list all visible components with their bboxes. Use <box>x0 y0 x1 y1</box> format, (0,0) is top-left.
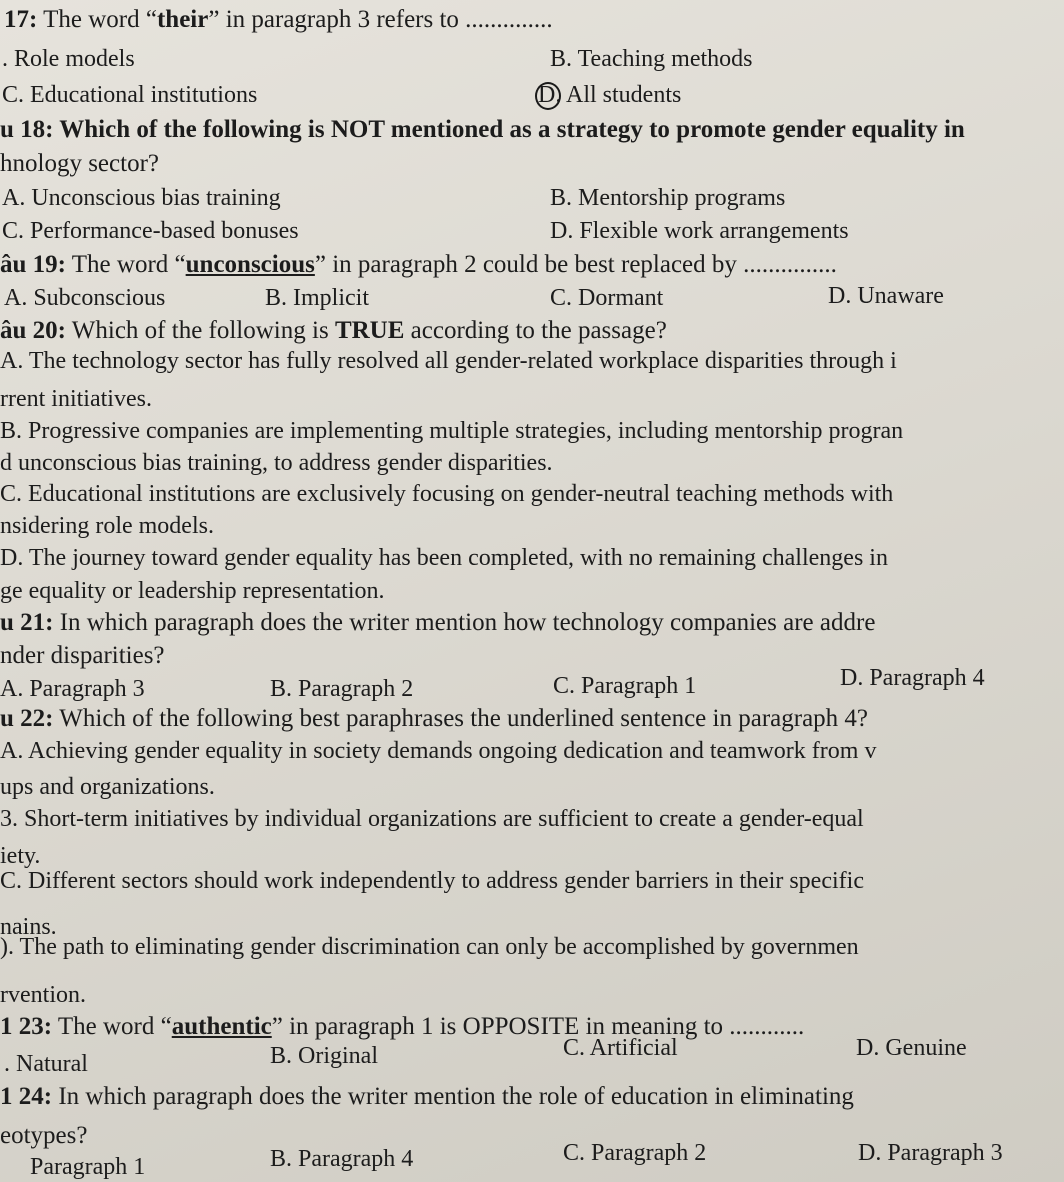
q17-option-c: C. Educational institutions <box>2 82 258 108</box>
question-21: u 21: In which paragraph does the writer mention how technology companies are addre <box>0 609 876 636</box>
q17-option-b: B. Teaching methods <box>550 46 753 72</box>
q18-option-c: C. Performance-based bonuses <box>2 218 299 244</box>
q17-option-d: D. All students <box>538 82 682 108</box>
q18-option-d: D. Flexible work arrangements <box>550 218 849 244</box>
q22-option-c-cont: nains. <box>0 914 57 940</box>
q22-option-d: ). The path to eliminating gender discrimination can only be accomplished by governmen <box>0 934 859 960</box>
q23-option-d: D. Genuine <box>856 1035 967 1061</box>
answer-circle-mark <box>535 82 561 110</box>
q20-option-d-cont: ge equality or leadership representation. <box>0 578 385 604</box>
q20-option-c-cont: nsidering role models. <box>0 513 214 539</box>
q19-option-a: A. Subconscious <box>4 285 166 311</box>
q22-option-a-cont: ups and organizations. <box>0 774 215 800</box>
q22-option-a: A. Achieving gender equality in society demands ongoing dedication and teamwork from v <box>0 738 877 764</box>
question-18-cont: hnology sector? <box>0 150 159 177</box>
question-23: 1 23: The word “authentic” in paragraph 1 is OPPOSITE in meaning to ............ <box>0 1013 805 1040</box>
q19-option-b: B. Implicit <box>265 285 369 311</box>
q17-option-a: . Role models <box>2 46 135 72</box>
q20-option-d: D. The journey toward gender equality has been completed, with no remaining challenges in <box>0 545 888 571</box>
q22-option-b-cont: iety. <box>0 843 41 869</box>
question-24-cont: eotypes? <box>0 1122 88 1149</box>
question-20: âu 20: Which of the following is TRUE according to the passage? <box>0 317 667 344</box>
q24-option-c: C. Paragraph 2 <box>563 1140 707 1166</box>
q21-option-b: B. Paragraph 2 <box>270 676 414 702</box>
q21-option-c: C. Paragraph 1 <box>553 673 697 699</box>
question-21-cont: nder disparities? <box>0 642 165 669</box>
question-19: âu 19: The word “unconscious” in paragraph 2 could be best replaced by ............... <box>0 251 837 278</box>
q18-option-b: B. Mentorship programs <box>550 185 786 211</box>
q24-option-d: D. Paragraph 3 <box>858 1140 1003 1166</box>
q20-option-a-cont: rrent initiatives. <box>0 386 152 412</box>
q21-option-a: A. Paragraph 3 <box>0 676 145 702</box>
q21-option-d: D. Paragraph 4 <box>840 665 985 691</box>
q20-option-a: A. The technology sector has fully resolved all gender-related workplace disparities through i <box>0 348 897 374</box>
q20-option-b: B. Progressive companies are implementing multiple strategies, including mentorship progran <box>0 418 904 444</box>
q24-option-b: B. Paragraph 4 <box>270 1146 414 1172</box>
question-22: u 22: Which of the following best paraphrases the underlined sentence in paragraph 4? <box>0 705 869 732</box>
q22-option-b: 3. Short-term initiatives by individual organizations are sufficient to create a gender-equal <box>0 806 864 832</box>
q22-option-c: C. Different sectors should work independently to address gender barriers in their specific <box>0 868 864 894</box>
q19-option-c: C. Dormant <box>550 285 664 311</box>
q18-option-a: A. Unconscious bias training <box>2 185 281 211</box>
q20-option-c: C. Educational institutions are exclusively focusing on gender-neutral teaching methods with <box>0 481 894 507</box>
q22-option-d-cont: rvention. <box>0 982 86 1008</box>
q24-option-a: Paragraph 1 <box>30 1154 146 1180</box>
q23-option-c: C. Artificial <box>563 1035 678 1061</box>
question-24: 1 24: In which paragraph does the writer mention the role of education in eliminating <box>0 1083 854 1110</box>
question-17: 17: The word “their” in paragraph 3 refers to .............. <box>4 6 553 33</box>
q23-option-a: . Natural <box>4 1051 88 1077</box>
q20-option-b-cont: d unconscious bias training, to address gender disparities. <box>0 450 553 476</box>
question-18: u 18: Which of the following is NOT mentioned as a strategy to promote gender equality in <box>0 116 965 143</box>
q23-option-b: B. Original <box>270 1043 378 1069</box>
q19-option-d: D. Unaware <box>828 283 944 309</box>
